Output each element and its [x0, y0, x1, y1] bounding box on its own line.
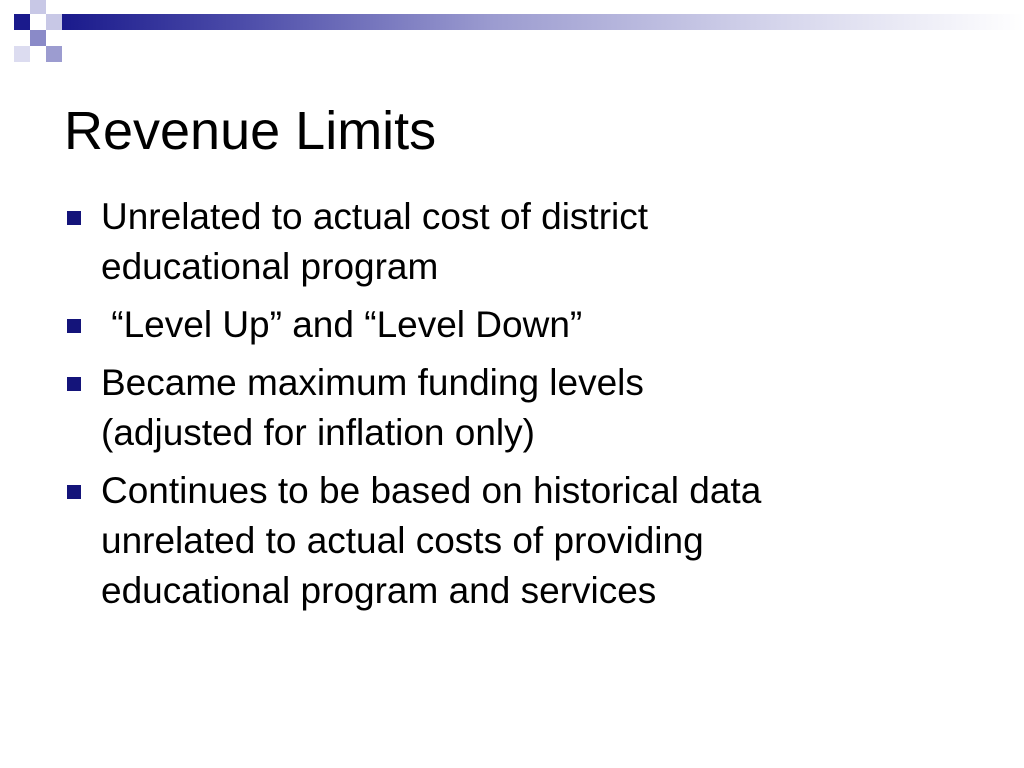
slide-title: Revenue Limits — [64, 101, 437, 161]
decor-square-light — [46, 14, 62, 30]
bullet-text-line: “Level Up” and “Level Down” — [101, 304, 583, 345]
bullet-text-line: Unrelated to actual cost of district — [101, 196, 649, 237]
bullet-text-line: educational program and services — [101, 570, 657, 611]
bullet-text-line: Continues to be based on historical data — [101, 470, 762, 511]
bullet-text-line: unrelated to actual costs of providing — [101, 520, 704, 561]
decor-square-mid — [30, 30, 46, 46]
decor-square-dark — [14, 14, 30, 30]
bullet-item — [64, 192, 964, 292]
decor-square-light — [14, 46, 30, 62]
bullet-item — [64, 466, 964, 616]
bullet-list — [64, 192, 964, 624]
header-decoration — [0, 0, 1024, 62]
decor-square-mid — [46, 46, 62, 62]
header-gradient-bar — [62, 14, 1024, 30]
bullet-text-line: Became maximum funding levels — [101, 362, 644, 403]
decor-square-light — [30, 0, 46, 14]
square-bullet-icon — [67, 485, 81, 499]
bullet-text-line: educational program — [101, 246, 439, 287]
square-bullet-icon — [67, 377, 81, 391]
square-bullet-icon — [67, 211, 81, 225]
bullet-item — [64, 300, 964, 350]
square-bullet-icon — [67, 319, 81, 333]
bullet-text-line: (adjusted for inflation only) — [101, 412, 535, 453]
bullet-item — [64, 358, 964, 458]
